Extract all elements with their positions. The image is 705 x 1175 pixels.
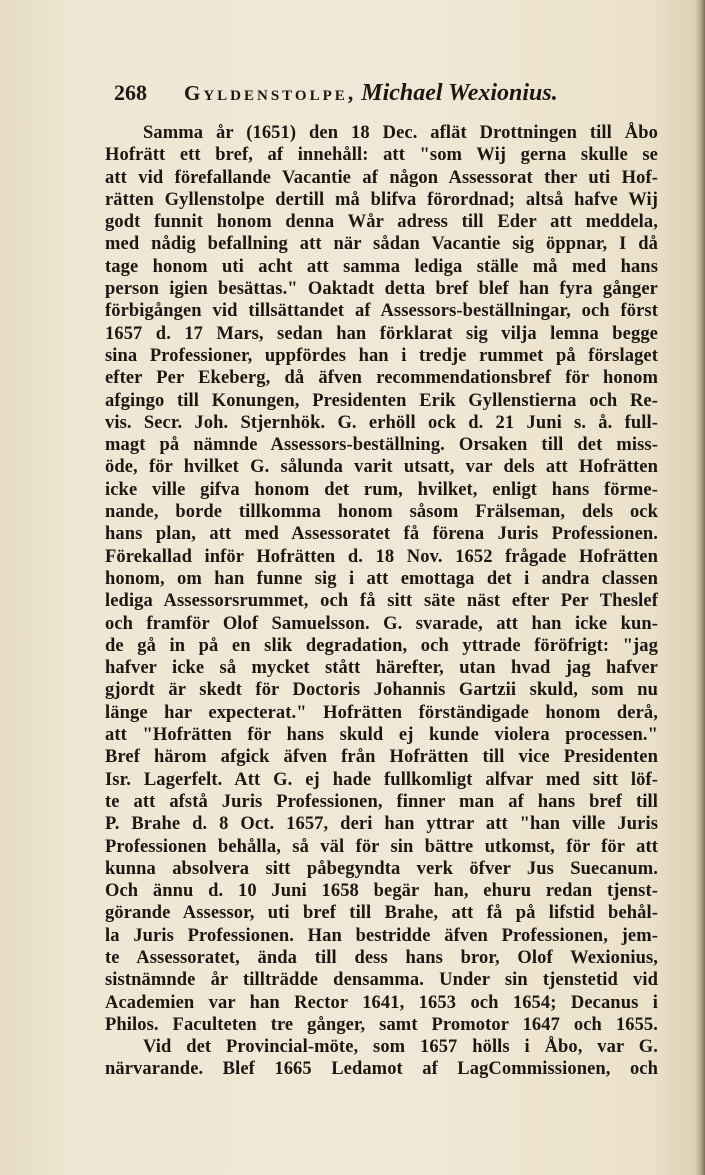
text-line: te att afstå Juris Professionen, finner man af hans bref till [105, 791, 658, 812]
text-line: sistnämnde år tillträdde densamma. Under sin tjenstetid vid [105, 970, 658, 991]
page-header [114, 80, 634, 114]
text-line: görande Assessor, uti bref till Brahe, att få på lifstid behål- [105, 903, 658, 924]
text-line: de gå in på en slik degradation, och yttrade föröfrigt: "jag [105, 635, 658, 656]
text-line: honom, om han funne sig i att emottaga det i andra classen [105, 568, 658, 589]
text-line: lediga Assessorsrummet, och få sitt säte näst efter Per Theslef [105, 591, 658, 612]
text-line: 1657 d. 17 Mars, sedan han förklarat sig vilja lemna begge [105, 323, 658, 344]
page-number: 268 [114, 80, 147, 105]
page-edge-shadow [695, 0, 705, 1175]
text-line: godt funnit honom denna Wår adress till Eder att meddela, [105, 212, 658, 233]
text-line: med nådig befallning att när sådan Vacantie sig öppnar, I då [105, 234, 658, 255]
text-line: Isr. Lagerfelt. Att G. ej hade fullkomligt alfvar med sitt löf- [105, 769, 658, 790]
text-line: P. Brahe d. 8 Oct. 1657, deri han yttrar att "han ville Juris [105, 814, 658, 835]
text-line: Professionen behålla, så väl för sin bättre utkomst, för för att [105, 836, 658, 857]
text-line: sina Professioner, uppfördes han i tredje rummet på förslaget [105, 345, 658, 366]
text-line: efter Per Ekeberg, då äfven recommendationsbref för honom [105, 368, 658, 389]
text-line: afgingo till Konungen, Presidenten Erik Gyllenstierna och Re- [105, 390, 658, 411]
text-line: att vid förefallande Vacantie af någon Assessorat ther uti Hof- [105, 167, 658, 188]
text-line: länge har expecterat." Hofrätten förständigade honom derå, [105, 702, 658, 723]
text-line: hafver icke så mycket stått härefter, utan hvad jag hafver [105, 658, 658, 679]
text-line: och framför Olof Samuelsson. G. svarade, att han icke kun- [105, 613, 658, 634]
running-head-author: Gyldenstolpe [184, 81, 348, 105]
text-line: magt på nämnde Assessors-beställning. Orsaken till det miss- [105, 435, 658, 456]
text-line: la Juris Professionen. Han bestridde äfven Professionen, jem- [105, 925, 658, 946]
running-head [184, 80, 558, 107]
text-line: förbigången vid tillsättandet af Assessors-beställningar, och först [105, 301, 658, 322]
text-line: Bref härom afgick äfven från Hofrätten till vice Presidenten [105, 747, 658, 768]
text-line: Academien var han Rector 1641, 1653 och 1654; Decanus i [105, 992, 658, 1013]
running-head-separator: , [347, 80, 354, 105]
body-text [105, 122, 658, 1081]
text-line: te Assessoratet, ända till dess hans bror, Olof Wexionius, [105, 947, 658, 968]
text-line: nande, borde tillkomma honom såsom Frälseman, dels ock [105, 502, 658, 523]
text-line: att "Hofrätten för hans skuld ej kunde violera processen." [105, 725, 658, 746]
text-line: rätten Gyllenstolpe dertill må blifva förordnad; altså hafve Wij [105, 189, 658, 210]
text-line: Hofrätt ett bref, af innehåll: att "som Wij gerna skulle se [105, 145, 658, 166]
text-line: kunna absolvera sitt påbegyndta verk öfver Jus Suecanum. [105, 858, 658, 879]
text-line: tage honom uti acht att samma lediga ställe må med hans [105, 256, 658, 277]
text-line: vis. Secr. Joh. Stjernhök. G. erhöll ock d. 21 Juni s. å. full- [105, 412, 658, 433]
text-line: Och ännu d. 10 Juni 1658 begär han, ehuru redan tjenst- [105, 881, 658, 902]
text-line: person igien besättas." Oaktadt detta bref blef han fyra gånger [105, 279, 658, 300]
text-line: öde, för hvilket G. sålunda varit utsatt, var dels att Hofrätten [105, 457, 658, 478]
text-line: icke ville gifva honom det rum, hvilket, enligt hans förme- [105, 479, 658, 500]
text-line: Philos. Faculteten tre gånger, samt Promotor 1647 och 1655. [105, 1014, 658, 1035]
text-line: gjordt är skedt för Doctoris Johannis Gartzii skuld, som nu [105, 680, 658, 701]
text-line: hans plan, att med Assessoratet få förena Juris Professionen. [105, 524, 658, 545]
text-line: Vid det Provincial-möte, som 1657 hölls i Åbo, var G. [143, 1037, 658, 1058]
running-head-title: Michael Wexionius. [361, 80, 558, 106]
text-line: närvarande. Blef 1665 Ledamot af LagCommissionen, och [105, 1059, 658, 1080]
text-line: Samma år (1651) den 18 Dec. aflät Drottningen till Åbo [143, 123, 658, 143]
text-line: Förekallad inför Hofrätten d. 18 Nov. 1652 frågade Hofrätten [105, 546, 658, 567]
